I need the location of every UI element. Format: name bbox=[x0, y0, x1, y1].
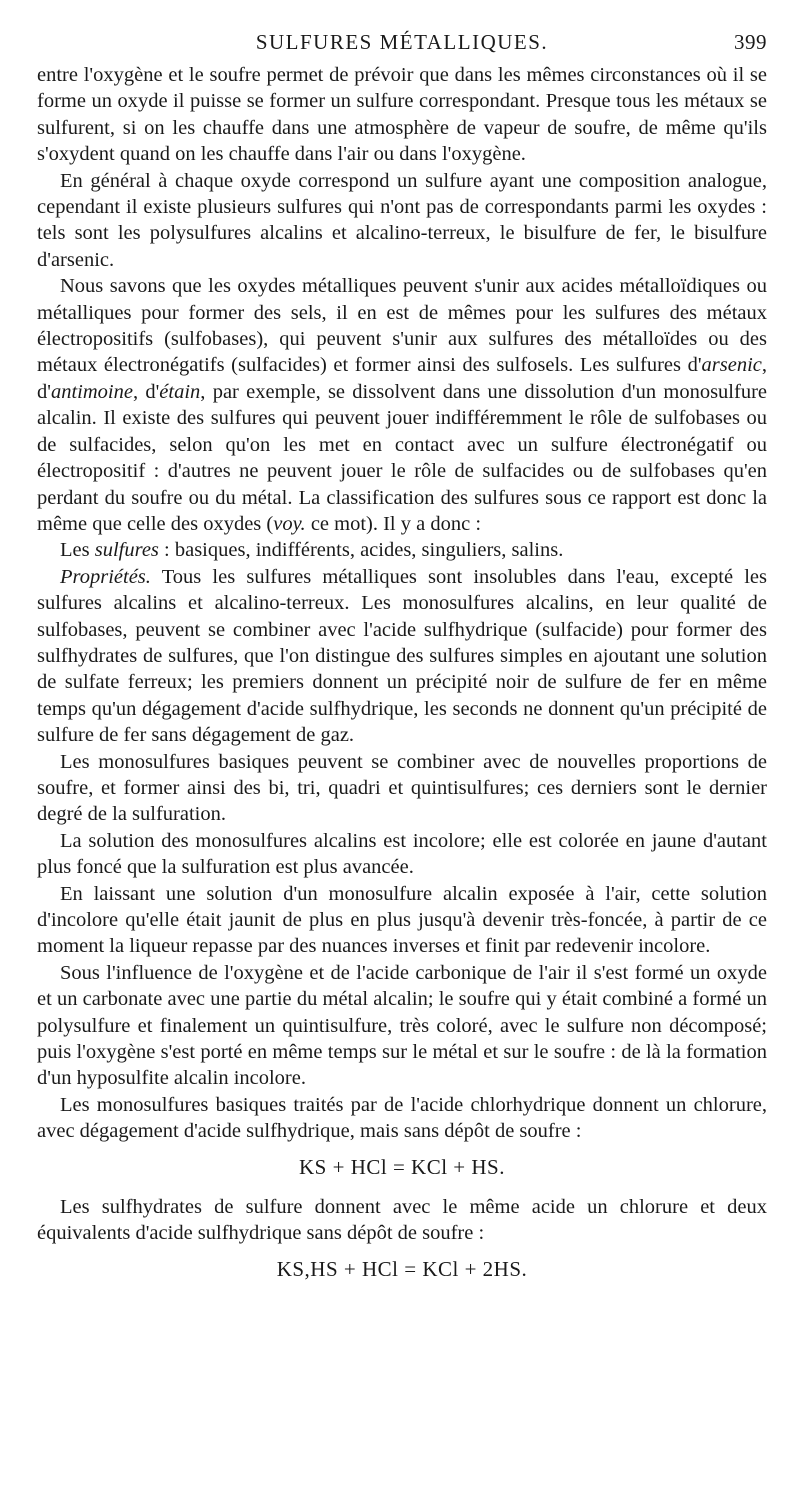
paragraph: Les sulfhydrates de sulfure donnent avec le même acide un chlorure et deux équivalents d'acide sulfhydrique sans dépôt de soufre : bbox=[37, 1195, 767, 1245]
italic-term: arsenic bbox=[701, 354, 762, 377]
running-title: SULFURES MÉTALLIQUES. bbox=[255, 30, 549, 54]
paragraph: En général à chaque oxyde correspond un sulfure ayant une composition analogue, cependant il existe plusieurs sulfures qui n'ont pas de correspondants parmi les oxydes : tels sont les polysulfures alcalins et alcalino-terreux, le bisulfure de fer, le bisulfure d'arsenic. bbox=[37, 169, 767, 271]
text-run: , d' bbox=[37, 354, 767, 403]
chemical-equation: KS,HS + HCl = KCl + 2HS. bbox=[276, 1257, 528, 1282]
paragraph bbox=[37, 273, 767, 537]
italic-term: voy. bbox=[273, 512, 306, 535]
paragraph bbox=[37, 537, 767, 563]
italic-term: étain bbox=[159, 380, 201, 403]
text-run: , d' bbox=[132, 380, 160, 403]
section-heading: Propriétés. bbox=[60, 565, 151, 588]
page-body bbox=[37, 62, 767, 1282]
paragraph: Sous l'influence de l'oxygène et de l'acide carbonique de l'air il s'est formé un oxyde et un carbonate avec une partie du métal alcalin; le soufre qui y était combiné a formé un polysulfure et finalement un quintisulfure, très coloré, avec le sulfure non décomposé; puis l'oxygène s'est porté en même temps sur le métal et sur le soufre : de là la formation d'un hyposulfite alcalin incolore. bbox=[37, 961, 767, 1090]
paragraph: entre l'oxygène et le soufre permet de prévoir que dans les mêmes circonstances où il se forme un oxyde il puisse se former un sulfure correspondant. Presque tous les métaux se sulfurent, si on les chauffe dans une atmosphère de vapeur de soufre, de même qu'ils s'oxydent quand on les chauffe dans l'air ou dans l'oxygène. bbox=[37, 64, 767, 166]
italic-term: sulfures bbox=[94, 539, 159, 562]
running-header bbox=[37, 28, 767, 62]
text-run: : basiques, indifférents, acides, singuliers, salins. bbox=[158, 539, 564, 562]
chemical-equation: KS + HCl = KCl + HS. bbox=[299, 1154, 505, 1179]
book-page bbox=[37, 28, 767, 1296]
paragraph: Les monosulfures basiques traités par de l'acide chlorhydrique donnent un chlorure, avec dégagement d'acide sulfhydrique, mais sans dépôt de soufre : bbox=[37, 1093, 767, 1143]
page-number: 399 bbox=[734, 30, 767, 54]
italic-term: antimoine bbox=[50, 380, 133, 403]
paragraph: En laissant une solution d'un monosulfure alcalin exposée à l'air, cette solution d'incolore qu'elle était jaunit de plus en plus jusqu'à devenir très-foncée, à partir de ce moment la liqueur repasse par des nuances inverses et finit par redevenir incolore. bbox=[37, 882, 767, 958]
paragraph: Les monosulfures basiques peuvent se combiner avec de nouvelles proportions de soufre, et former ainsi des bi, tri, quadri et quintisulfures; ces derniers sont le dernier degré de la sulfuration. bbox=[37, 750, 767, 826]
text-run: Nous savons que les oxydes métalliques peuvent s'unir aux acides métalloïdiques ou métalliques pour former des sels, il en est de mêmes pour les sulfures des métaux électropositifs (sulfobases), qui peuvent s'unir aux sulfures des métalloïdes ou des métaux électronégatifs (sulfacides) et former ainsi des sulfosels. Les sulfures d' bbox=[37, 275, 767, 377]
paragraph: La solution des monosulfures alcalins est incolore; elle est colorée en jaune d'autant plus foncé que la sulfuration est plus avancée. bbox=[37, 829, 767, 879]
text-run: Les bbox=[60, 539, 95, 562]
text-run: Tous les sulfures métalliques sont insolubles dans l'eau, excepté les sulfures alcalins et alcalino-terreux. Les monosulfures alcalins, en leur qualité de sulfobases, peuvent se combiner avec l'acide sulfhydrique (sulfacide) pour former des sulfhydrates de sulfures, que l'on distingue des sulfures simples en ajoutant une solution de sulfate ferreux; les premiers donnent un précipité noir de sulfure de fer en même temps qu'un dégagement d'acide sulfhydrique, les seconds ne donnent qu'un précipité de sulfure de fer sans dégagement de gaz. bbox=[37, 565, 767, 747]
paragraph bbox=[37, 564, 767, 749]
text-run: ce mot). Il y a donc : bbox=[305, 512, 482, 535]
text-run: , par exemple, se dissolvent dans une dissolution d'un monosulfure alcalin. Il existe des sulfures qui peuvent jouer indifféremment le rôle de sulfobases ou de sulfacides, selon qu'on les met en contact avec un sulfure électronégatif ou électropositif : d'autres ne peuvent jouer le rôle de sulfacides ou de sulfobases qu'en perdant du soufre ou du métal. La classification des sulfures sous ce rapport est donc la même que celle des oxydes ( bbox=[37, 380, 767, 535]
